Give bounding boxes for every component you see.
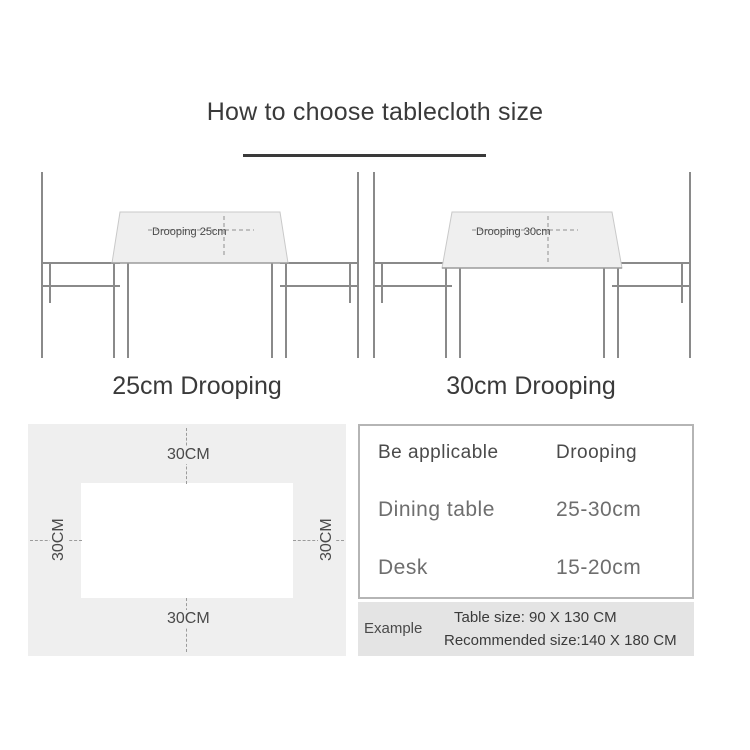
table-top-area bbox=[81, 483, 293, 598]
table-header-drooping: Drooping bbox=[556, 442, 638, 463]
table-row bbox=[360, 498, 692, 522]
label-top: 30CM bbox=[164, 446, 213, 464]
caption-30cm: 30cm Drooping bbox=[446, 372, 616, 400]
example-table-size: Table size: 90 X 130 CM bbox=[454, 609, 617, 626]
tablecloth-overhang-diagram bbox=[28, 424, 346, 656]
table-header-row bbox=[360, 442, 692, 464]
label-bottom: 30CM bbox=[164, 610, 213, 628]
page-title: How to choose tablecloth size bbox=[206, 98, 544, 126]
caption-25cm: 25cm Drooping bbox=[112, 372, 282, 400]
example-recommended-size: Recommended size:140 X 180 CM bbox=[444, 632, 677, 649]
illustration-25cm bbox=[28, 168, 374, 363]
label-right: 30CM bbox=[318, 515, 336, 564]
table-row bbox=[360, 556, 692, 580]
example-band bbox=[358, 602, 694, 656]
illustration-30cm bbox=[360, 168, 706, 363]
title-divider bbox=[243, 154, 486, 157]
row-desk-label: Desk bbox=[378, 556, 428, 579]
row-dining-table-label: Dining table bbox=[378, 498, 495, 521]
recommendation-table bbox=[358, 424, 694, 599]
svg-text:Drooping 25cm: Drooping 25cm bbox=[152, 226, 227, 238]
table-header-applicable: Be applicable bbox=[378, 442, 499, 463]
example-lines bbox=[444, 606, 692, 652]
example-label: Example bbox=[364, 620, 423, 637]
row-dining-table-value: 25-30cm bbox=[556, 498, 642, 521]
svg-text:Drooping 30cm: Drooping 30cm bbox=[476, 226, 551, 238]
label-left: 30CM bbox=[50, 515, 68, 564]
row-desk-value: 15-20cm bbox=[556, 556, 642, 579]
